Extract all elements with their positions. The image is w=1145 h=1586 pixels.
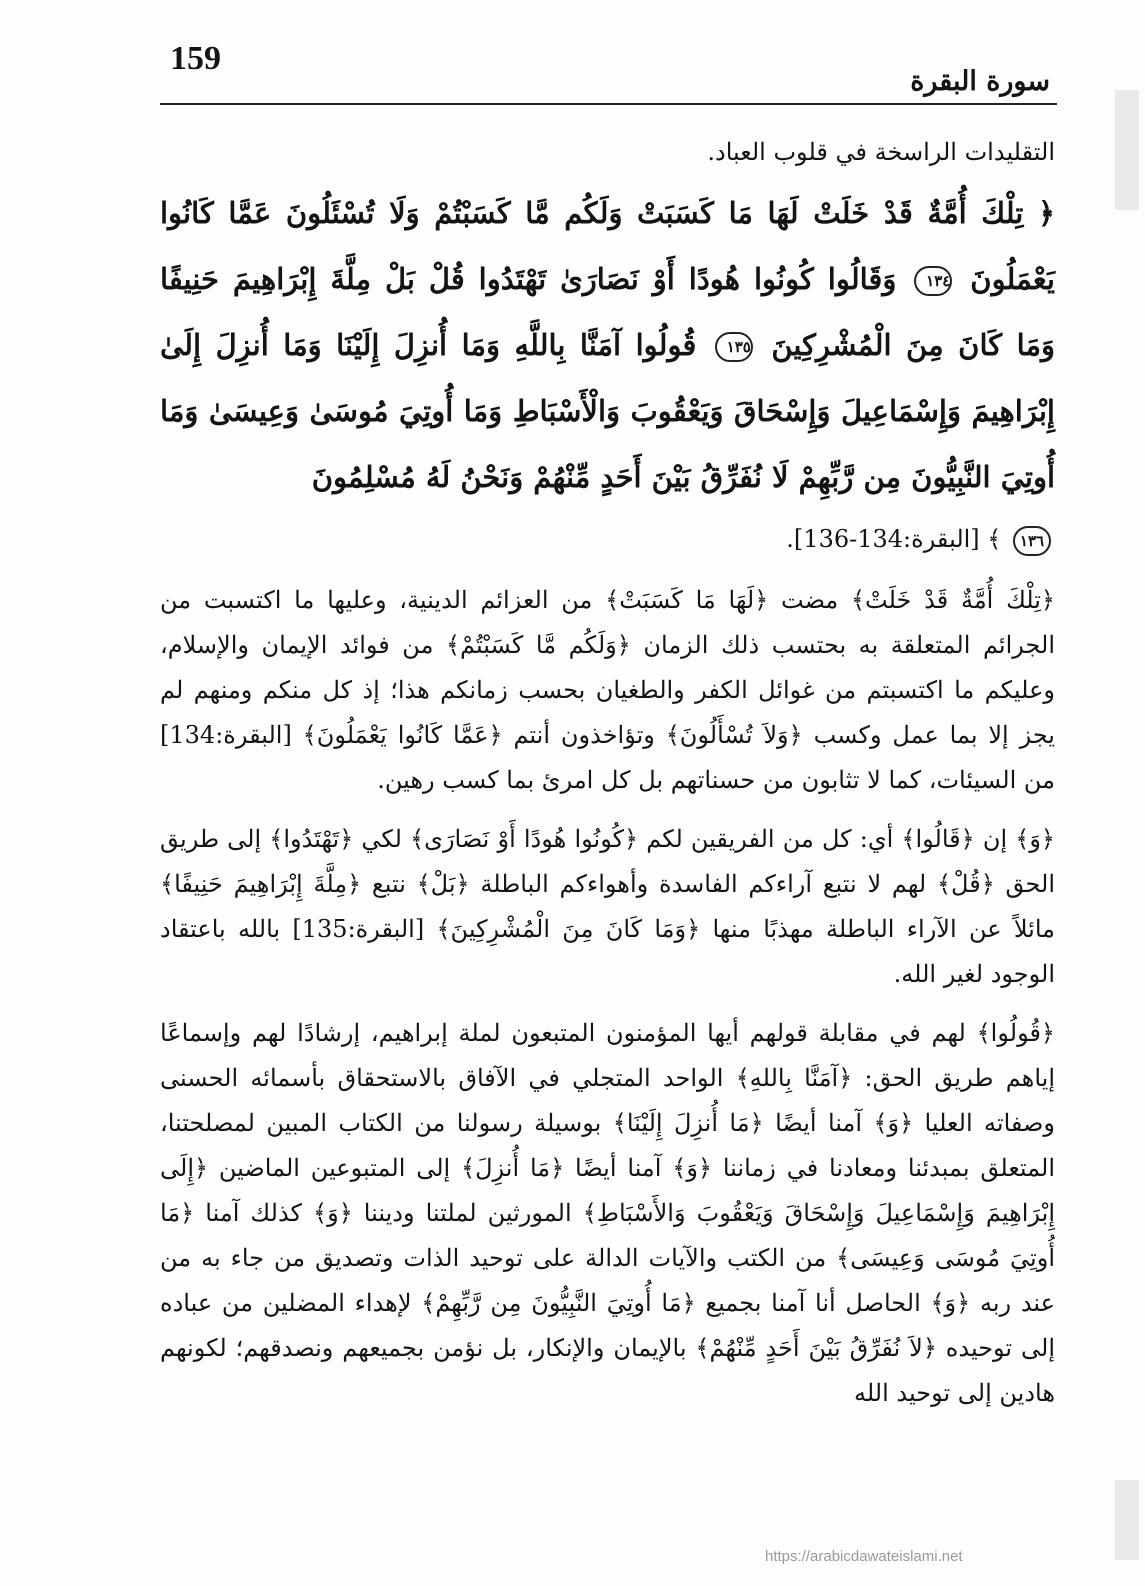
verse-text: ﴿ تِلْكَ أُمَّةٌ قَدْ خَلَتْ لَهَا مَا كَسَبَتْ وَلَكُم مَّا كَسَبْتُمْ وَلَا تُسْئَلُونَ عَمَّا كَانُوا يَعْمَلُونَ [160,196,1055,296]
page-content [160,130,1055,1430]
commentary-paragraph: ﴿قُولُوا﴾ لهم في مقابلة قولهم أيها المؤمنون المتبعون لملة إبراهيم، إرشادًا لهم وإسماعًا إياهم طريق الحق: ﴿آمَنَّا بِاللهِ﴾ الواحد المتجلي في الآفاق بالاستحقاق بأسمائه الحسنى وصفاته العليا ﴿وَ﴾ آمنا أيضًا ﴿مَا أُنزِلَ إِلَيْنَا﴾ بوسيلة رسولنا من الكتاب المبين لمصلحتنا، المتعلق بمبدئنا ومعادنا في زماننا ﴿وَ﴾ آمنا أيضًا ﴿مَا أُنزِلَ﴾ إلى المتبوعين الماضين ﴿إِلَى إِبْرَاهِيمَ وَإِسْمَاعِيلَ وَإِسْحَاقَ وَيَعْقُوبَ وَالأَسْبَاطِ﴾ المورثين لملتنا وديننا ﴿وَ﴾ كذلك آمنا ﴿مَا أُوتِيَ مُوسَى وَعِيسَى﴾ من الكتب والآيات الدالة على توحيد الذات وتصديق من جاء به من عند ربه ﴿وَ﴾ الحاصل أنا آمنا بجميع ﴿مَا أُوتِيَ النَّبِيُّونَ مِن رَّبِّهِمْ﴾ لإهداء المضلين من عباده إلى توحيده ﴿لاَ نُفَرِّقُ بَيْنَ أَحَدٍ مِّنْهُمْ﴾ بالإيمان والإنكار، بل نؤمن بجميعهم ونصدقهم؛ لكونهم هادين إلى توحيد الله [160,1019,1055,1407]
verse-reference: ﴾ [البقرة:134-136]. [786,525,1002,553]
verse-text: قُولُوا آمَنَّا بِاللَّهِ وَمَا أُنزِلَ إِلَيْنَا وَمَا أُنزِلَ إِلَىٰ إِبْرَاهِيمَ وَإِسْمَاعِيلَ وَإِسْحَاقَ وَيَعْقُوبَ وَالْأَسْبَاطِ وَمَا أُوتِيَ مُوسَىٰ وَعِيسَىٰ وَمَا أُوتِيَ النَّبِيُّونَ مِن رَّبِّهِمْ لَا نُفَرِّقُ بَيْنَ أَحَدٍ مِّنْهُمْ وَنَحْنُ لَهُ مُسْلِمُونَ [160,328,1055,494]
commentary-paragraph: ﴿وَ﴾ إن ﴿قَالُوا﴾ أي: كل من الفريقين لكم ﴿كُونُوا هُودًا أَوْ نَصَارَى﴾ لكي ﴿تَهْتَدُوا﴾ إلى طريق الحق ﴿قُلْ﴾ لهم لا نتبع آراءكم الفاسدة وأهواءكم الباطلة ﴿بَلْ﴾ نتبع ﴿مِلَّةَ إِبْرَاهِيمَ حَنِيفًا﴾ مائلاً عن الآراء الباطلة مهذبًا منها ﴿وَمَا كَانَ مِنَ الْمُشْرِكِينَ﴾ [البقرة:135] بالله باعتقاد الوجود لغير الله. [160,825,1055,988]
verse-text: وَقَالُوا كُونُوا هُودًا أَوْ نَصَارَىٰ تَهْتَدُوا قُلْ بَلْ مِلَّةَ إِبْرَاهِيمَ حَنِيفًا وَمَا كَانَ مِنَ الْمُشْرِكِينَ [160,262,1055,362]
verse-number: ١٣٦ [1013,526,1051,556]
surah-title: سورة البقرة [910,66,1050,97]
watermark-url: https://arabicdawateislami.net [765,1548,963,1565]
scan-edge-mark [1115,90,1139,210]
verse-line [160,180,1055,510]
header-rule [160,103,1057,105]
intro-line: التقليدات الراسخة في قلوب العباد. [707,138,1055,166]
verse-reference-line [160,514,1055,564]
verse-number: ١٣٥ [715,332,753,362]
verse-number: ١٣٤ [914,266,952,296]
scan-edge-mark [1115,1480,1139,1560]
page-number: 159 [170,40,221,77]
verses-block [160,180,1055,564]
commentary-paragraph: ﴿تِلْكَ أُمَّةٌ قَدْ خَلَتْ﴾ مضت ﴿لَهَا مَا كَسَبَتْ﴾ من العزائم الدينية، وعليها ما اكتسبت من الجرائم المتعلقة به بحتسب ذلك الزمان ﴿وَلَكُم مَّا كَسَبْتُمْ﴾ من فوائد الإيمان والإسلام، وعليكم ما اكتسبتم من غوائل الكفر والطغيان بحسب زمانكم هذا؛ إذ كل منكم ومنهم لم يجز إلا بما عمل وكسب ﴿وَلاَ تُسْأَلُونَ﴾ وتؤاخذون أنتم ﴿عَمَّا كَانُوا يَعْمَلُونَ﴾ [البقرة:134] من السيئات، كما لا تثابون من حسناتهم بل كل امرئ بما كسب رهين. [160,586,1055,794]
